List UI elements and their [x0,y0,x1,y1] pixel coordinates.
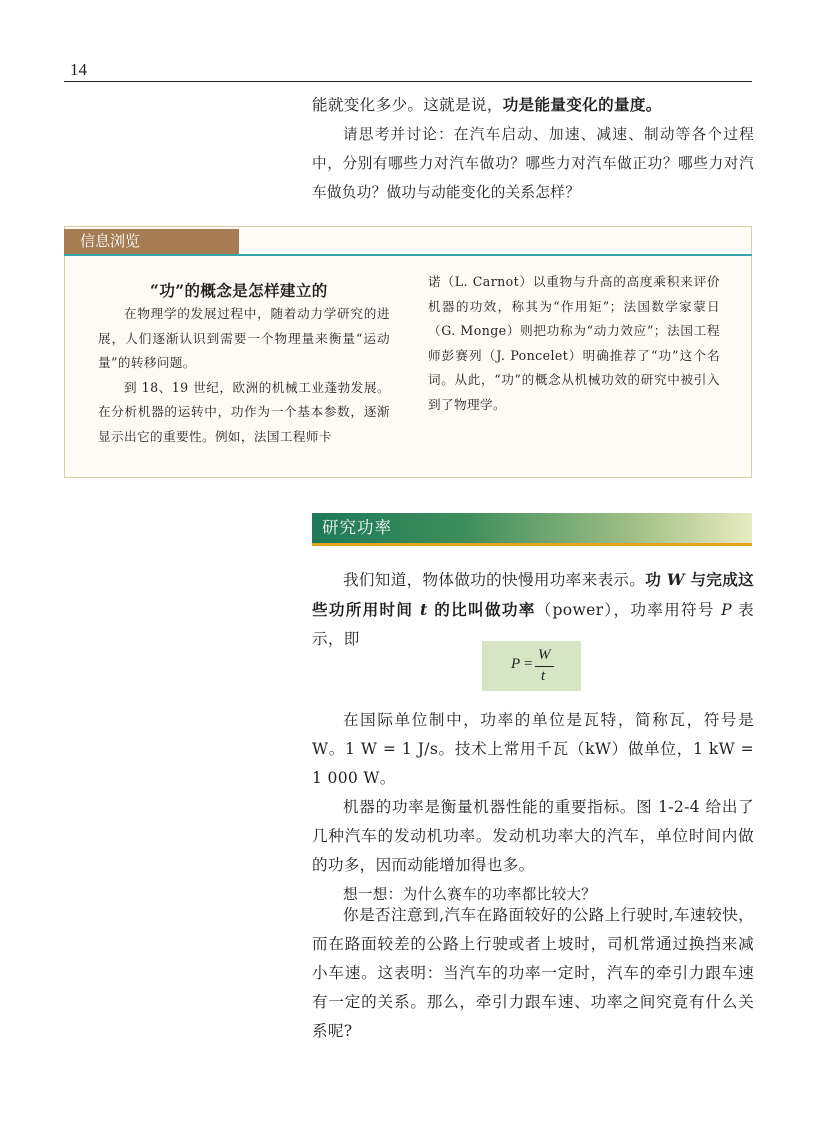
intro-paragraph-1 [312,90,754,120]
formula-lhs: P [511,656,521,672]
formula-equals: = [524,656,533,672]
section-header-bar [312,513,752,543]
info-paragraph-3: 诺（L. Carnot）以重物与升高的高度乘积来评价机器的功效，称其为“作用矩”；法国数学家蒙日（G. Monge）则把功称为“动力效应”；法国工程师彭赛列（J. Poncelet）明确推荐了“功”这个名词。从此，“功”的概念从机械功效的研究中被引入到了物理学。 [428,274,720,412]
intro-section [312,90,754,207]
power-formula [482,641,581,691]
variable-t: t [420,600,428,619]
info-right-column [428,270,720,417]
discussion-prompt: 请思考并讨论：在汽车启动、加速、减速、制动等各个过程中，分别有哪些力对汽车做功？哪些力对汽车做正功？哪些力对汽车做负功？做功与动能变化的关系怎样？ [312,126,754,201]
info-box-title: “功”的概念是怎样建立的 [150,281,328,300]
fraction-bar [535,666,554,667]
info-paragraph-1: 在物理学的发展过程中，随着动力学研究的进展，人们逐渐认识到需要一个物理量来衡量“运动量”的转移问题。 [98,306,390,370]
variable-w: W [666,570,685,589]
power-text-3: 表示，即 [312,601,755,648]
intro-text: 能就变化多少。这就是说， [312,96,503,114]
info-paragraph-2: 到 18、19 世纪，欧洲的机械工业蓬勃发展。在分析机器的运转中，功作为一个基本参数，逐渐显示出它的重要性。例如，法国工程师卡 [98,379,390,444]
info-box-rule [64,254,752,256]
section-underline [312,543,752,546]
section-title: 研究功率 [322,518,392,537]
power-bold-3: 的比叫做功率 [427,600,536,619]
traction-paragraph: 你是否注意到,汽车在路面较好的公路上行驶时,车速较快，而在路面较差的公路上行驶或者上坡时，司机常通过换挡来减小车速。这表明：当汽车的功率一定时，汽车的牵引力跟车速有一定的关系。那么，牵引力跟车速、功率之间究竟有什么关系呢? [312,906,754,1040]
unit-paragraph: 在国际单位制中，功率的单位是瓦特，简称瓦，符号是 W。1 W = 1 J/s。技术上常用千瓦（kW）做单位，1 kW = 1 000 W。 [312,711,754,787]
info-box-tab: 信息浏览 [64,229,239,254]
power-text-1: 我们知道，物体做功的快慢用功率来表示。 [343,571,646,589]
header-rule [64,81,752,82]
power-text-2: （power），功率用符号 [535,601,722,619]
formula-denominator: t [541,668,546,684]
info-left-column [98,280,390,449]
power-bold-2: 与完成这些功所用时间 [312,570,755,619]
intro-bold-statement: 功是能量变化的量度。 [502,95,662,114]
engine-power-paragraph: 机器的功率是衡量机器性能的重要指标。图 1-2-4 给出了几种汽车的发动机功率。发动机功率大的汽车，单位时间内做的功多，因而动能增加得也多。 [312,798,754,874]
power-body [312,706,754,909]
think-prompt: 想一想：为什么赛车的功率都比较大？ [343,886,597,903]
formula-numerator: W [538,647,551,663]
power-bold-1: 功 [645,570,667,589]
variable-p: P [721,601,732,619]
traction-section [312,901,754,1046]
page-number: 14 [70,60,87,79]
